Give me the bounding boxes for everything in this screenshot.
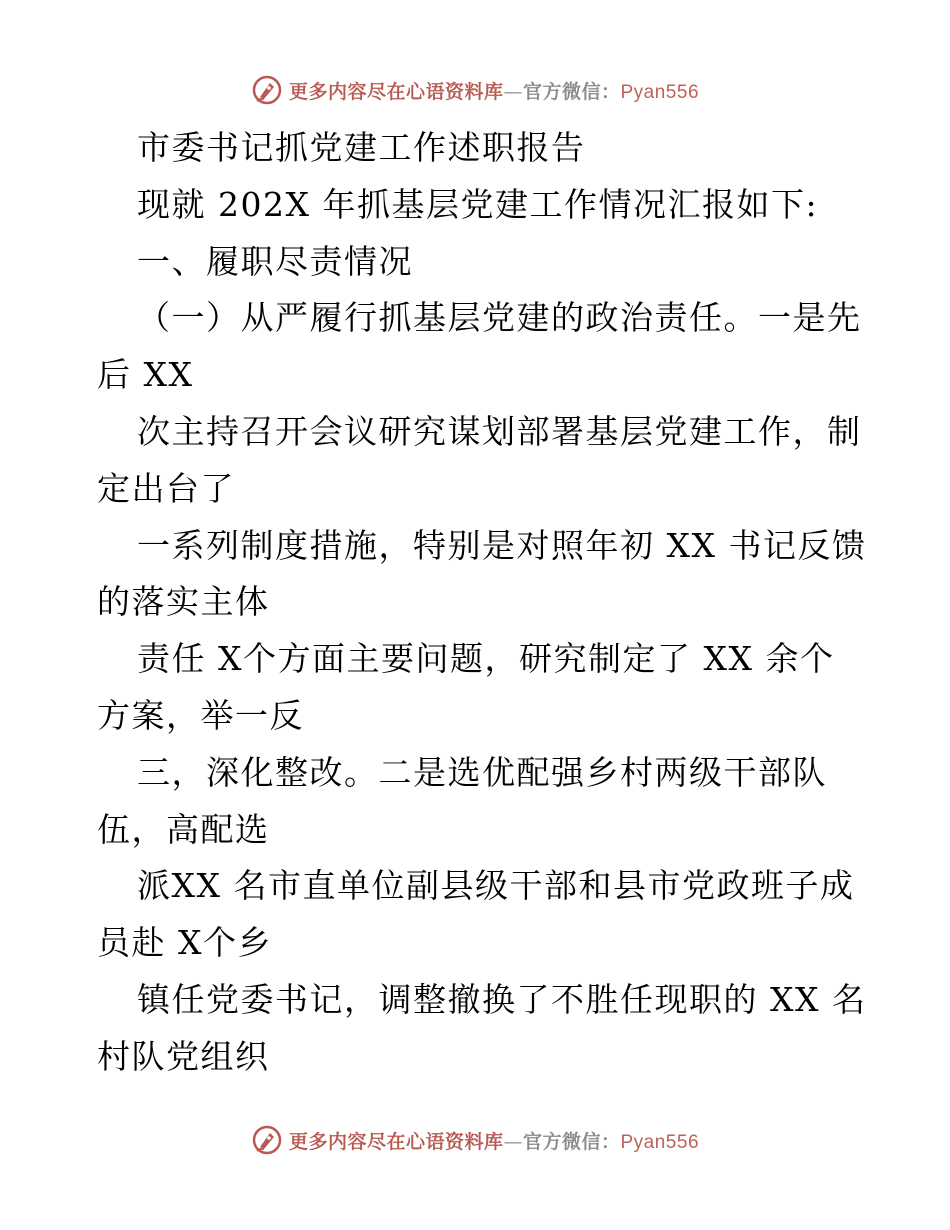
header-banner [0, 70, 950, 110]
paragraph-line: （一）从严履行抓基层党建的政治责任。一是先 [137, 298, 862, 338]
banner-title: 更多内容尽在心语资料库 [288, 80, 504, 103]
pen-nib-logo-icon [251, 74, 283, 106]
paragraph-line: 派XX 名市直单位副县级干部和县市党政班子成 [137, 866, 855, 906]
paragraph-line: 员赴 X个乡 [97, 923, 272, 963]
banner-wechat-id: Pyan556 [620, 1131, 700, 1153]
banner-separator: — [503, 80, 523, 103]
banner-separator: — [503, 1130, 523, 1153]
document-title: 市委书记抓党建工作述职报告 [137, 128, 586, 167]
paragraph-line: 的落实主体 [97, 582, 270, 622]
banner-wechat-label: 官方微信： [522, 80, 621, 103]
paragraph-line: 定出台了 [97, 468, 235, 508]
paragraph-line: 镇任党委书记，调整撤换了不胜任现职的 XX 名 [137, 979, 867, 1019]
document-body [97, 120, 867, 1086]
paragraph-line: 三，深化整改。二是选优配强乡村两级干部队 [137, 752, 827, 792]
section-heading: 一、履职尽责情况 [137, 241, 413, 281]
paragraph-line: 后 XX [97, 355, 194, 395]
banner-wechat-label: 官方微信： [522, 1130, 621, 1153]
pen-nib-logo-icon [251, 1124, 283, 1156]
paragraph-line: 一系列制度措施，特别是对照年初 XX 书记反馈 [137, 525, 867, 565]
banner-text [289, 1127, 699, 1154]
paragraph-line: 村队党组织 [97, 1036, 270, 1076]
paragraph-line: 伍，高配选 [97, 809, 270, 849]
paragraph-line: 责任 X个方面主要问题，研究制定了 XX 余个 [137, 639, 835, 679]
paragraph-line: 方案，举一反 [97, 695, 304, 735]
paragraph-line: 现就 202X 年抓基层党建工作情况汇报如下: [137, 184, 819, 224]
footer-banner [0, 1120, 950, 1160]
banner-wechat-id: Pyan556 [620, 81, 700, 103]
banner-title: 更多内容尽在心语资料库 [288, 1130, 504, 1153]
paragraph-line: 次主持召开会议研究谋划部署基层党建工作，制 [137, 411, 862, 451]
banner-text [289, 77, 699, 104]
